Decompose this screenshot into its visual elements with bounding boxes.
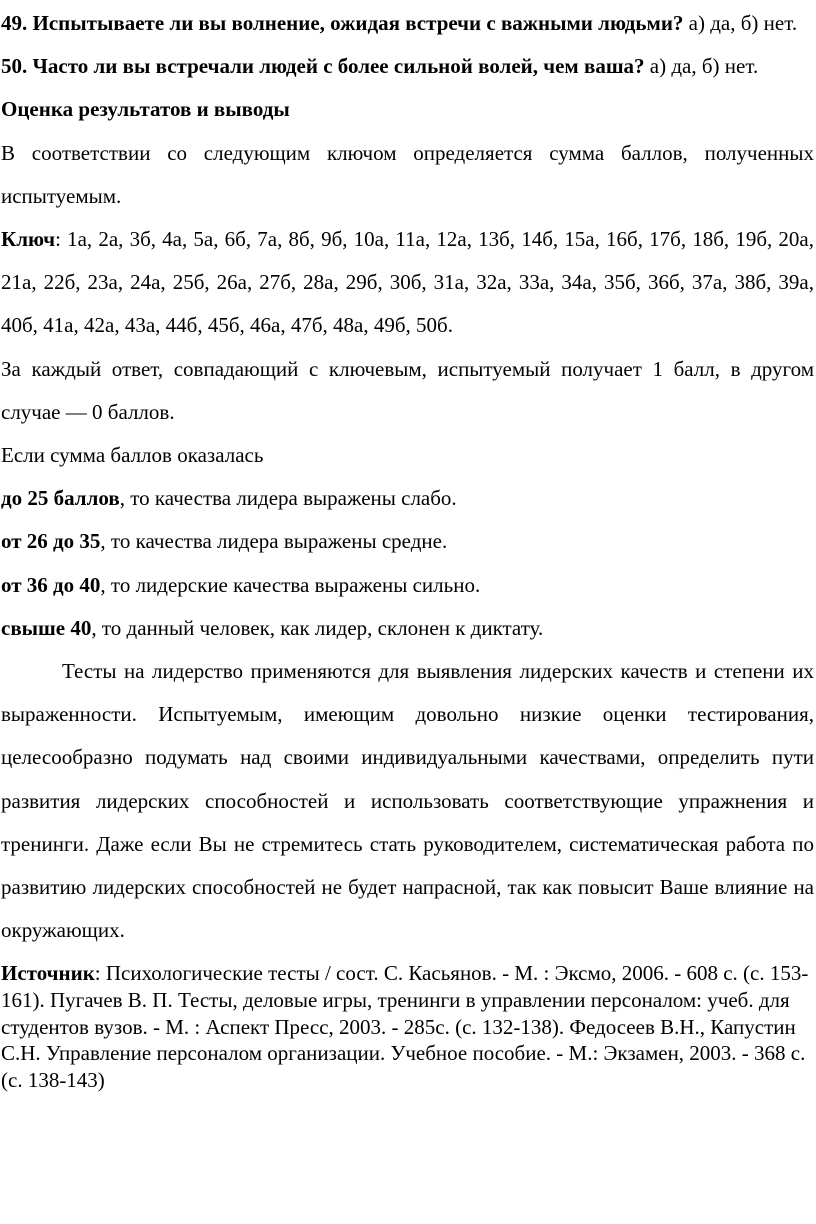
range-low <box>1 477 814 520</box>
scoring-rule: За каждый ответ, совпадающий с ключевым, испытуемый получает 1 балл, в другом случае — 0 баллов. <box>1 356 814 424</box>
question-50 <box>1 45 814 88</box>
if-sum-line: Если сумма баллов оказалась <box>1 443 264 468</box>
results-heading-text: Оценка результатов и выводы <box>1 97 290 122</box>
results-heading <box>1 88 814 131</box>
source-label: Источник <box>1 961 95 986</box>
range-medium-text: , то качества лидера выражены средне. <box>100 529 448 554</box>
question-49-text: 49. Испытываете ли вы волнение, ожидая встречи с важными людьми? <box>1 11 684 35</box>
range-high <box>1 564 814 607</box>
answer-key-label: Ключ <box>1 227 56 252</box>
question-49-answers: а) да, б) нет. <box>683 11 798 35</box>
question-50-text: 50. Часто ли вы встречали людей с более сильной волей, чем ваша? <box>1 54 645 79</box>
source-text: : Психологические тесты / сост. С. Касьянов. - М. : Эксмо, 2006. - 608 с. (с. 153-161). Пугачев В. П. Тесты, деловые игры, тренинги в управлении персоналом: учеб. для студентов вузов. - М. : Аспект Пресс, 2003. - 285с. (с. 132-138). Федосеев В.Н., Капустин С.Н. Управление персоналом организации. Учебное пособие. - М.: Экзамен, 2003. - 368 с. (с. 138-143) <box>1 961 809 1092</box>
intro-paragraph: В соответствии со следующим ключом определяется сумма баллов, полученных испытуемым. <box>1 140 814 208</box>
conclusion-paragraph: Тесты на лидерство применяются для выявления лидерских качеств и степени их выраженности. Испытуемым, имеющим довольно низкие оценки тестирования, целесообразно подумать над своими индивидуальными качествами, определить пути развития лидерских способностей и использовать соответствующие упражнения и тренинги. Даже если Вы не стремитесь стать руководителем, систематическая работа по развитию лидерских способностей не будет напрасной, так как повысит Ваше влияние на окружающих. <box>1 659 814 943</box>
range-medium <box>1 520 814 563</box>
range-over-label: свыше 40 <box>1 615 92 640</box>
range-high-label: от 36 до 40 <box>1 572 101 597</box>
range-low-text: , то качества лидера выражены слабо. <box>119 486 457 511</box>
question-49 <box>1 2 814 45</box>
source-citation <box>1 960 814 1093</box>
range-medium-label: от 26 до 35 <box>1 529 101 554</box>
range-high-text: , то лидерские качества выражены сильно. <box>100 572 481 597</box>
range-low-label: до 25 баллов <box>1 486 120 511</box>
answer-key-values: : 1а, 2а, 3б, 4а, 5а, 6б, 7а, 8б, 9б, 10а, 11а, 12а, 13б, 14б, 15а, 16б, 17б, 18б, 19б, 20а, 21а, 22б, 23а, 24а, 25б, 26а, 27б, 28а, 29б, 30б, 31а, 32а, 33а, 34а, 35б, 36б, 37а, 38б, 39а, 40б, 41а, 42а, 43а, 44б, 45б, 46а, 47б, 48а, 49б, 50б. <box>1 227 814 338</box>
answer-key <box>1 218 814 348</box>
range-over <box>1 607 814 650</box>
range-over-text: , то данный человек, как лидер, склонен к диктату. <box>91 615 544 640</box>
question-50-answers: а) да, б) нет. <box>644 54 759 79</box>
